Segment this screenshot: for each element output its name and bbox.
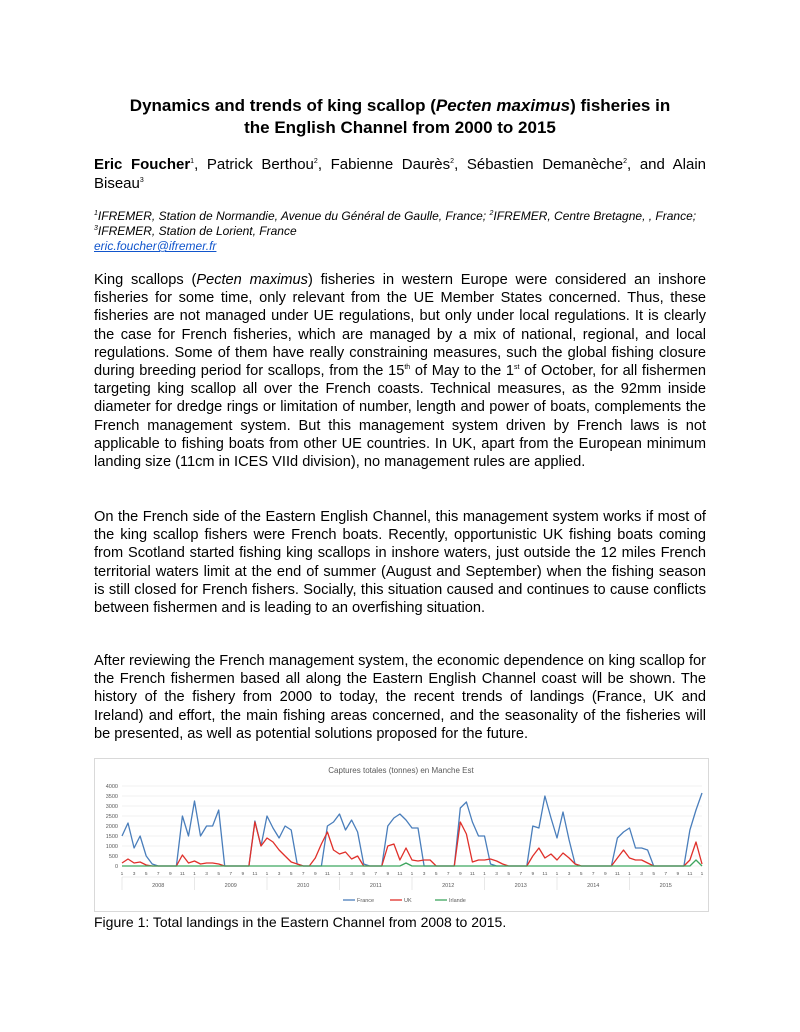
x-tick-label: 9 <box>241 872 245 877</box>
year-label: 2010 <box>297 883 310 889</box>
y-tick-label: 3000 <box>105 804 118 810</box>
x-tick-label: 7 <box>301 872 305 877</box>
y-tick-label: 0 <box>114 864 118 870</box>
x-tick-label: 5 <box>434 872 438 877</box>
x-tick-label: 3 <box>277 872 281 877</box>
x-tick-label: 11 <box>542 872 548 877</box>
y-tick-label: 500 <box>108 854 118 860</box>
x-tick-label: 1 <box>555 872 559 877</box>
author-2: , Patrick Berthou <box>194 156 314 173</box>
legend-label: France <box>357 898 375 904</box>
x-tick-label: 1 <box>483 872 486 877</box>
x-tick-label: 11 <box>469 872 475 877</box>
x-tick-label: 11 <box>179 872 185 877</box>
x-tick-label: 7 <box>591 872 595 877</box>
figure-1 <box>94 758 709 912</box>
x-tick-label: 9 <box>313 872 317 877</box>
x-tick-label: 5 <box>362 872 366 877</box>
year-label: 2012 <box>442 883 455 889</box>
x-tick-label: 3 <box>422 872 426 877</box>
x-tick-label: 3 <box>495 872 498 877</box>
x-tick-label: 7 <box>519 872 523 877</box>
x-tick-label: 11 <box>324 872 330 877</box>
x-tick-label: 3 <box>205 872 208 877</box>
x-tick-label: 1 <box>338 872 341 877</box>
x-tick-label: 9 <box>603 872 607 877</box>
x-tick-label: 7 <box>229 872 233 877</box>
x-tick-label: 5 <box>289 872 293 877</box>
x-tick-label: 3 <box>132 872 136 877</box>
x-tick-label: 9 <box>531 872 535 877</box>
x-tick-label: 9 <box>168 872 172 877</box>
x-tick-label: 3 <box>640 872 643 877</box>
y-tick-label: 1000 <box>105 844 118 850</box>
x-tick-label: 5 <box>217 872 221 877</box>
author-1: Eric Foucher <box>94 156 191 173</box>
x-tick-label: 9 <box>458 872 462 877</box>
x-tick-label: 7 <box>156 872 160 877</box>
author-5: , and Alain Biseau <box>94 156 707 192</box>
x-tick-label: 5 <box>652 872 656 877</box>
y-tick-label: 1500 <box>105 834 118 840</box>
year-label: 2011 <box>369 883 382 889</box>
author-list: Eric Foucher$^1$, Patrick Berthou$^2$, Fabienne Daurès$^2$, Sébastien Demanèche$^2$, and Alain Biseau$^3$ <box>94 156 707 192</box>
y-tick-label: 3500 <box>105 794 118 800</box>
x-tick-label: 11 <box>687 872 693 877</box>
x-tick-label: 1 <box>120 872 124 877</box>
legend-label: UK <box>404 898 412 904</box>
year-label: 2014 <box>587 883 600 889</box>
x-tick-label: 5 <box>507 872 511 877</box>
email-link[interactable]: eric.foucher@ifremer.fr <box>94 239 217 253</box>
paragraph-1: King scallops (Pecten maximus) fisheries in western Europe were considered an inshore fisheries for some time, only relevant from the UE Member States concerned. Thus, these fisheries are not managed under UE regulations, but only under local regulations. It is clearly the case for French fisheries, which are managed by a mix of national, regional, and local regulations. Some of them have really constraining measures, such the global fishing closure during breeding period for scallops, from the 15th of May to the 1st of October, for all fishermen targeting king scallop all over the French coasts. Technical measures, as the 92mm inside diameter for dredge rings or limitation of number, length and power of boats, complements the French management system. But this management system driven by French laws is not applicable to fishing boats from other UE countries. In UK, apart from the European minimum landing size (11cm in ICES VIId division), no management rules are applied. <box>94 272 707 471</box>
author-3: , Fabienne Daurès <box>317 156 451 173</box>
paper-title <box>80 95 720 139</box>
affiliations: $^1$IFREMER, Station de Normandie, Avenue du Général de Gaulle, France; $^2$IFREMER, Centre Bretagne, , France; $^3$IFREMER, Station de Lorient, France eric.foucher@ifremer.fr <box>94 209 697 253</box>
legend-label: Irlande <box>449 898 466 904</box>
landings-chart <box>95 759 708 911</box>
year-label: 2013 <box>514 883 527 889</box>
x-tick-label: 5 <box>144 872 148 877</box>
x-tick-label: 7 <box>374 872 378 877</box>
x-tick-label: 9 <box>676 872 680 877</box>
series-line-france <box>122 793 702 866</box>
x-tick-label: 11 <box>252 872 258 877</box>
x-tick-label: 3 <box>567 872 571 877</box>
year-label: 2009 <box>224 883 237 889</box>
x-tick-label: 5 <box>579 872 583 877</box>
paragraph-2: On the French side of the Eastern English Channel, this management system works if most of the king scallop fishers were French boats. Recently, opportunistic UK fishing boats coming from Scotland started fishing king scallops in inshore waters, just outside the 12 miles French territorial waters limit at the end of summer (August and September) when the fishing season is still closed for French fishers. Socially, this situation caused and continues to cause conflicts between fishermen and is leading to an overfishing situation. <box>94 509 706 617</box>
x-tick-label: 11 <box>614 872 620 877</box>
y-tick-label: 2000 <box>105 824 118 830</box>
x-tick-label: 3 <box>350 872 353 877</box>
x-tick-label: 11 <box>397 872 403 877</box>
x-tick-label: 1 <box>700 872 704 877</box>
paragraph-3: After reviewing the French management system, the economic dependence on king scallop for the French fishermen based all along the Eastern English Channel coast will be shown. The history of the fishery from 2000 to today, the recent trends of landings (France, UK and Ireland) and effort, the main fishing areas concerned, and the seasonality of the fisheries will be presented, as well as potential solutions proposed for the future. <box>94 653 706 742</box>
x-tick-label: 1 <box>265 872 269 877</box>
chart-title: Captures totales (tonnes) en Manche Est <box>328 766 474 775</box>
title-line-1: Dynamics and trends of king scallop (Pecten maximus) fisheries in <box>129 96 671 115</box>
year-label: 2008 <box>152 883 165 889</box>
x-tick-label: 1 <box>193 872 196 877</box>
x-tick-label: 7 <box>664 872 668 877</box>
x-tick-label: 1 <box>410 872 414 877</box>
y-tick-label: 4000 <box>105 784 118 790</box>
y-tick-label: 2500 <box>105 814 118 820</box>
figure-caption: Figure 1: Total landings in the Eastern Channel from 2008 to 2015. <box>94 914 507 930</box>
x-tick-label: 7 <box>446 872 450 877</box>
x-tick-label: 9 <box>386 872 390 877</box>
year-label: 2015 <box>659 883 672 889</box>
x-tick-label: 1 <box>628 872 631 877</box>
title-line-2: the English Channel from 2000 to 2015 <box>244 118 556 137</box>
author-4: , Sébastien Demanèche <box>454 156 624 173</box>
